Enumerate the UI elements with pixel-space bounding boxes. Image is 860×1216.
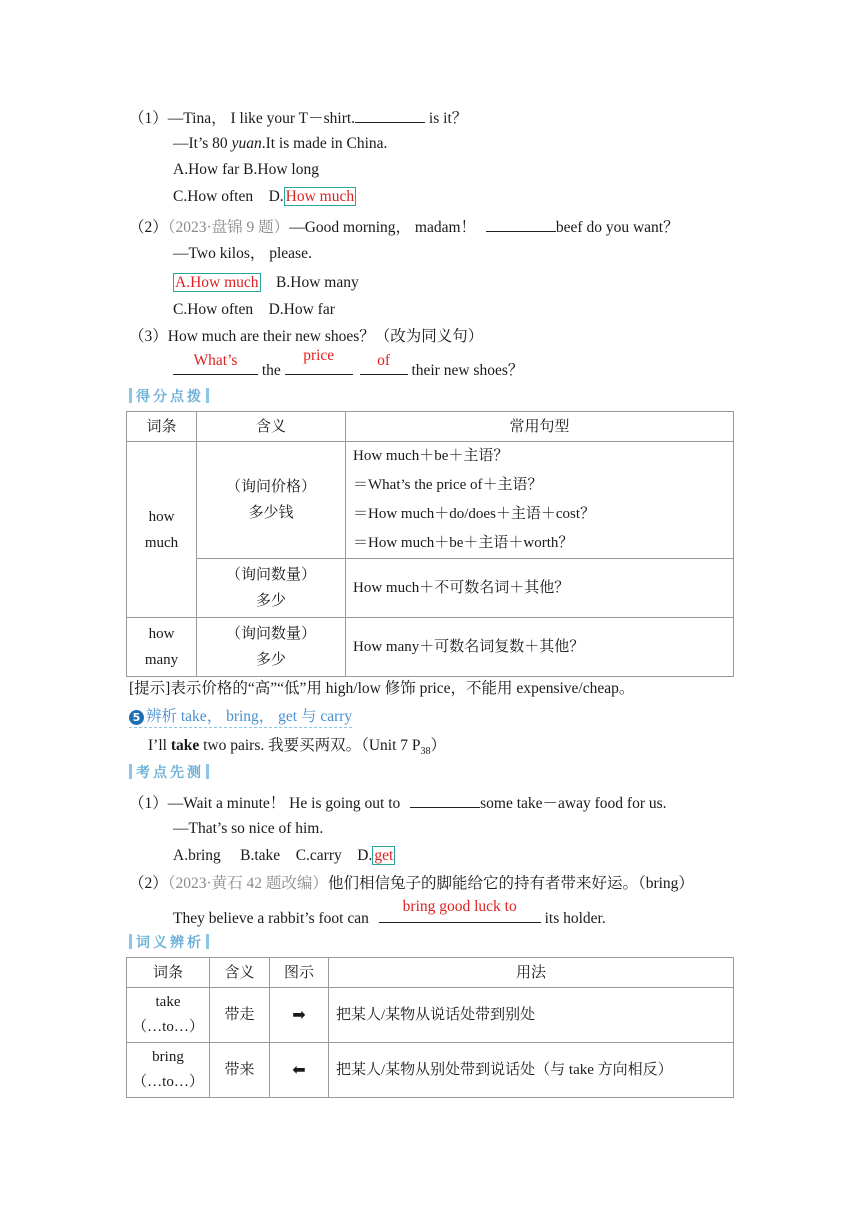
q2-reply: —Two kilos， please. xyxy=(173,245,312,262)
q3-blank-3[interactable]: of xyxy=(360,358,408,375)
table2-usage-bring: 把某人/某物从别处带到说话处（与 take 方向相反） xyxy=(329,1043,734,1098)
take-bring-table xyxy=(126,957,734,1098)
q4-answer-d: get xyxy=(374,847,394,864)
q3-stem: （3）How much are their new shoes？（改为同义句） xyxy=(129,328,484,345)
q4-blank[interactable] xyxy=(410,791,480,808)
q5-answer-line: They believe a rabbit’s foot can bring good luck to its holder. xyxy=(173,898,606,927)
q2-options-ab: A.How much B.How many xyxy=(175,274,359,291)
q1-stem: （1）—Tina， I like your T－shirt. is it？ xyxy=(129,106,467,129)
q4-options: A.bring B.take C.carry D. get xyxy=(173,847,394,864)
q2-source: （2023·盘锦 9 题） xyxy=(167,219,290,236)
table2-meaning-take: 带走 xyxy=(210,988,270,1043)
q1-options-ab: A.How far B.How long xyxy=(173,161,319,178)
table1-patterns-price: How much＋be＋主语？ ＝What’s the price of＋主语？ ＝How much＋do/does＋主语＋cost？ ＝How much＋be＋主语＋worth？ xyxy=(346,442,734,559)
q1-blank[interactable] xyxy=(355,106,425,123)
q1-reply: —It’s 80 yuan.It is made in China. xyxy=(173,135,388,152)
q2-blank[interactable] xyxy=(486,215,556,232)
q5-source: （2023·黄石 42 题改编） xyxy=(167,875,328,892)
table1-word-how-many: how many xyxy=(127,618,197,677)
q5-blank[interactable]: bring good luck to xyxy=(379,906,541,923)
q1-options-cd: C.How often D. How much xyxy=(173,188,355,205)
table1-meaning-quantity: （询问数量） 多少 xyxy=(197,559,346,618)
table1-header-pattern: 常用句型 xyxy=(346,412,734,442)
q2-stem: （2）（2023·盘锦 9 题）—Good morning， madam！ beef do you want？ xyxy=(129,215,679,238)
table2-usage-take: 把某人/某物从说话处带到别处 xyxy=(329,988,734,1043)
table2-word-bring: bring （…to…） xyxy=(127,1043,210,1098)
table2-header-meaning: 含义 xyxy=(210,958,270,988)
q4-stem: （1）—Wait a minute！ He is going out to some take－away food for us. xyxy=(129,791,667,814)
heading-take-bring-get-carry: 5 辨析 take， bring， get 与 carry xyxy=(129,707,352,728)
table2-meaning-bring: 带来 xyxy=(210,1043,270,1098)
tip-note: [提示]表示价格的“高”“低”用 high/low 修饰 price，不能用 expensive/cheap。 xyxy=(129,680,635,697)
q5-stem: （2）（2023·黄石 42 题改编）他们相信兔子的脚能给它的持有者带来好运。（bring） xyxy=(129,875,694,892)
table2-header-diagram: 图示 xyxy=(270,958,329,988)
table1-header-word: 词条 xyxy=(127,412,197,442)
table1-meaning-price: （询问价格） 多少钱 xyxy=(197,442,346,559)
arrow-left-icon: ⬅ xyxy=(270,1043,329,1098)
table1-meaning-quantity-many: （询问数量） 多少 xyxy=(197,618,346,677)
table2-word-take: take （…to…） xyxy=(127,988,210,1043)
table1-pattern-countable: How many＋可数名词复数＋其他？ xyxy=(346,618,734,677)
section-pretest: 考点先测 xyxy=(129,763,209,783)
example-sentence: I’ll take two pairs. 我要买两双。（Unit 7 $P_{38}$） xyxy=(148,737,447,758)
table1-word-how-much: how much xyxy=(127,442,197,618)
number-badge: 5 xyxy=(129,710,144,725)
section-word-distinction: 词义辨析 xyxy=(129,933,209,953)
q2-options-cd: C.How often D.How far xyxy=(173,301,335,318)
table1-pattern-uncountable: How much＋不可数名词＋其他？ xyxy=(346,559,734,618)
how-much-table xyxy=(126,411,734,677)
arrow-right-icon: ➡ xyxy=(270,988,329,1043)
q3-blank-2[interactable]: price xyxy=(285,358,353,375)
table2-header-usage: 用法 xyxy=(329,958,734,988)
section-scoring-tips: 得分点拨 xyxy=(129,387,209,407)
q3-answer-line: What’s the price of their new shoes？ xyxy=(173,358,523,381)
q2-answer-a: A.How much xyxy=(175,274,259,291)
q4-reply: —That’s so nice of him. xyxy=(173,820,324,837)
table2-header-word: 词条 xyxy=(127,958,210,988)
q1-answer-d: How much xyxy=(285,188,355,205)
q3-blank-1[interactable]: What’s xyxy=(173,358,258,375)
table1-header-meaning: 含义 xyxy=(197,412,346,442)
